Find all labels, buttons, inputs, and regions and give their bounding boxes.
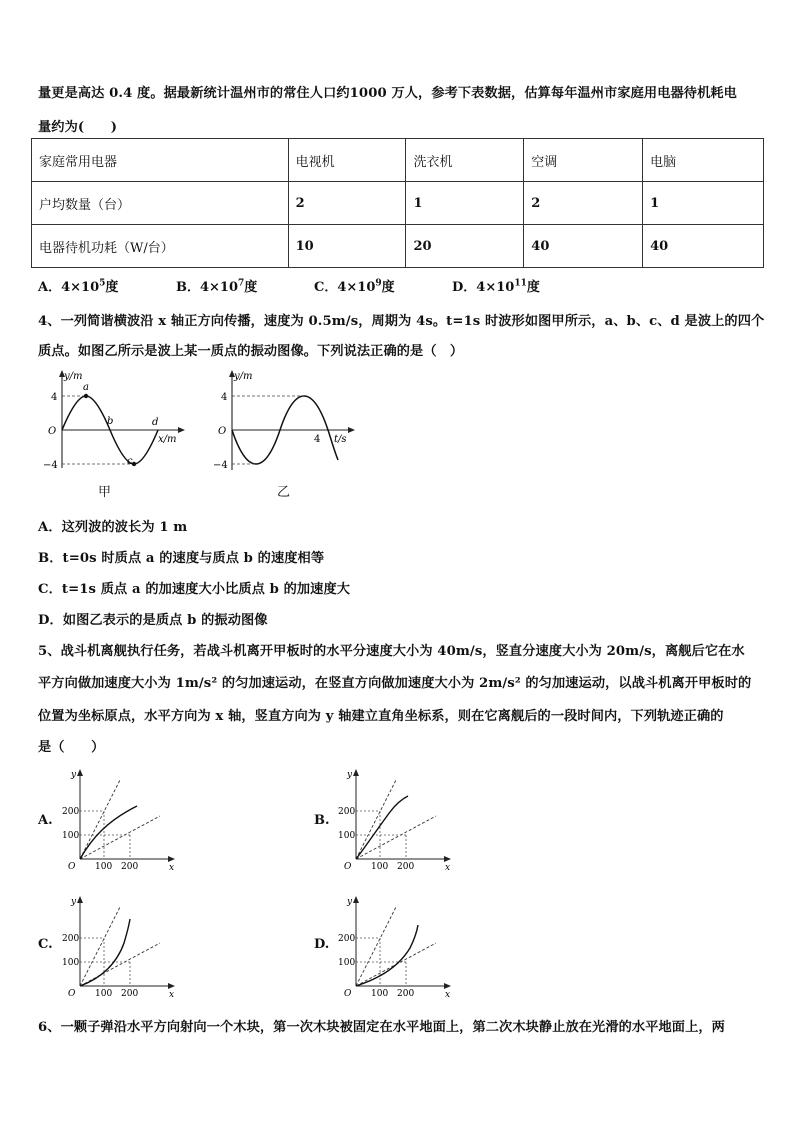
y-min-label: −4 — [43, 460, 58, 471]
y-axis-arrow — [353, 896, 359, 903]
point-a — [84, 394, 88, 398]
x-tick-200: 200 — [397, 862, 415, 872]
label-b: b — [107, 416, 114, 427]
x-axis-label: x — [445, 863, 451, 872]
q3-option-d: D．$4\times 10^{11}$度 — [452, 278, 540, 295]
origin-label: O — [218, 426, 227, 437]
table-header-cell: 洗衣机 — [406, 139, 524, 182]
table-header-row — [32, 139, 764, 182]
table-cell: 1 — [643, 182, 764, 225]
y-axis-arrow — [77, 769, 83, 776]
y-tick-200: 200 — [338, 807, 356, 817]
q5-graph-c — [62, 893, 182, 999]
q5-graph-d — [338, 893, 458, 999]
origin-label: O — [344, 989, 352, 999]
table-header-cell: 电脑 — [643, 139, 764, 182]
q5-text-line4: 是（ ） — [38, 740, 105, 755]
y-axis-label: y — [71, 770, 77, 780]
q6-text-line1: 6、一颗子弹沿水平方向射向一个木块，第一次木块被固定在水平地面上，第二次木块静止放在光滑的水平地面上，两 — [38, 1020, 725, 1035]
x-tick-200: 200 — [397, 989, 415, 999]
dashed-line-shallow — [356, 816, 436, 859]
q5-text-line2: 平方向做加速度大小为 1m/s² 的匀加速运动，在竖直方向做加速度大小为 2m/s² 的匀加速运动，以战斗机离开甲板时的 — [38, 676, 752, 691]
q5-option-label-c: C. — [38, 937, 53, 952]
t-axis-arrow — [348, 427, 355, 433]
dashed-line-steep — [356, 780, 396, 859]
trajectory-curve — [80, 919, 130, 986]
table-row — [32, 225, 764, 268]
fig1-caption: 甲 — [98, 485, 112, 500]
table-header-cell: 家庭常用电器 — [32, 139, 289, 182]
origin-label: O — [48, 426, 57, 437]
trajectory-curve — [356, 925, 418, 986]
dashed-line-steep — [356, 907, 396, 986]
table-cell: 2 — [288, 182, 406, 225]
q4-figure-vibration — [212, 368, 362, 476]
label-a: a — [83, 382, 89, 393]
y-axis-label: y — [347, 897, 353, 907]
table-row — [32, 182, 764, 225]
table-cell: 2 — [524, 182, 643, 225]
label-c: c — [127, 456, 133, 467]
y-tick-100: 100 — [338, 958, 356, 968]
q5-graph-a — [62, 766, 182, 872]
table-cell: 10 — [288, 225, 406, 268]
t-axis-label: t/s — [334, 434, 347, 445]
q3-text-line1: 量更是高达 0.4 度。据最新统计温州市的常住人口约1000 万人，参考下表数据，估算每年温州市家庭用电器待机耗电 — [38, 86, 737, 101]
table-header-cell: 空调 — [524, 139, 643, 182]
y-tick-100: 100 — [62, 831, 80, 841]
y-tick-100: 100 — [338, 831, 356, 841]
y-axis-label: y/m — [64, 371, 83, 382]
x-tick-200: 200 — [121, 989, 139, 999]
q4-text-line1: 4、一列简谐横波沿 x 轴正方向传播，速度为 0.5m/s，周期为 4s。t=1s 时波形如图甲所示，a、b、c、d 是波上的四个 — [38, 314, 765, 329]
table-cell: 40 — [643, 225, 764, 268]
x-axis-label: x — [169, 863, 175, 872]
y-tick-200: 200 — [338, 934, 356, 944]
y-axis-label: y — [71, 897, 77, 907]
q3-option-a: A．$4\times 10^5$度 — [38, 278, 119, 295]
t-tick-label: 4 — [314, 434, 321, 445]
table-header-cell: 电视机 — [288, 139, 406, 182]
q4-option-d: D．如图乙表示的是质点 b 的振动图像 — [38, 613, 268, 628]
origin-label: O — [68, 862, 76, 872]
q4-option-a: A．这列波的波长为 1 m — [38, 520, 188, 535]
x-tick-100: 100 — [371, 862, 389, 872]
x-axis-arrow — [168, 856, 175, 862]
origin-label: O — [68, 989, 76, 999]
appliance-table — [31, 138, 764, 268]
q3-text-line2: 量约为( ) — [38, 120, 118, 135]
x-tick-100: 100 — [95, 989, 113, 999]
x-axis-arrow — [178, 427, 185, 433]
trajectory-curve — [356, 796, 408, 859]
q5-graph-b — [338, 766, 458, 872]
y-tick-200: 200 — [62, 934, 80, 944]
y-axis-label: y — [347, 770, 353, 780]
x-axis-label: x — [169, 990, 175, 999]
fig2-caption: 乙 — [277, 485, 291, 500]
q4-figure-wave — [40, 368, 190, 476]
dashed-line-shallow — [80, 816, 160, 859]
x-axis-label: x — [445, 990, 451, 999]
y-max-label: 4 — [221, 392, 228, 403]
q5-text-line3: 位置为坐标原点，水平方向为 x 轴，竖直方向为 y 轴建立直角坐标系，则在它离舰后的一段时间内，下列轨迹正确的 — [38, 709, 724, 724]
y-min-label: −4 — [213, 460, 228, 471]
q4-option-c: C．t=1s 质点 a 的加速度大小比质点 b 的加速度大 — [38, 582, 351, 597]
q3-option-c: C．$4\times 10^9$度 — [314, 278, 395, 295]
dashed-line-shallow — [80, 943, 160, 986]
y-tick-200: 200 — [62, 807, 80, 817]
origin-label: O — [344, 862, 352, 872]
x-tick-100: 100 — [371, 989, 389, 999]
x-tick-200: 200 — [121, 862, 139, 872]
q5-option-label-b: B. — [314, 813, 330, 828]
y-axis-label: y/m — [234, 371, 253, 382]
y-max-label: 4 — [51, 392, 58, 403]
table-cell: 40 — [524, 225, 643, 268]
y-tick-100: 100 — [62, 958, 80, 968]
x-axis-label: x/m — [158, 434, 177, 445]
x-axis-arrow — [444, 856, 451, 862]
q5-option-label-d: D. — [314, 937, 330, 952]
q5-text-line1: 5、战斗机离舰执行任务，若战斗机离开甲板时的水平分速度大小为 40m/s，竖直分速度大小为 20m/s，离舰后它在水 — [38, 644, 745, 659]
x-tick-100: 100 — [95, 862, 113, 872]
y-axis-arrow — [77, 896, 83, 903]
table-cell: 20 — [406, 225, 524, 268]
x-axis-arrow — [444, 983, 451, 989]
q4-option-b: B．t=0s 时质点 a 的速度与质点 b 的速度相等 — [38, 551, 325, 566]
label-d: d — [152, 417, 159, 428]
y-axis-arrow — [353, 769, 359, 776]
dashed-line-steep — [80, 907, 120, 986]
q5-option-label-a: A. — [38, 813, 53, 828]
table-cell: 户均数量（台） — [32, 182, 289, 225]
table-cell: 电器待机功耗（W/台） — [32, 225, 289, 268]
q4-text-line2: 质点。如图乙所示是波上某一质点的振动图像。下列说法正确的是（ ） — [38, 344, 464, 359]
q3-option-b: B．$4\times 10^7$度 — [176, 278, 258, 295]
table-cell: 1 — [406, 182, 524, 225]
x-axis-arrow — [168, 983, 175, 989]
